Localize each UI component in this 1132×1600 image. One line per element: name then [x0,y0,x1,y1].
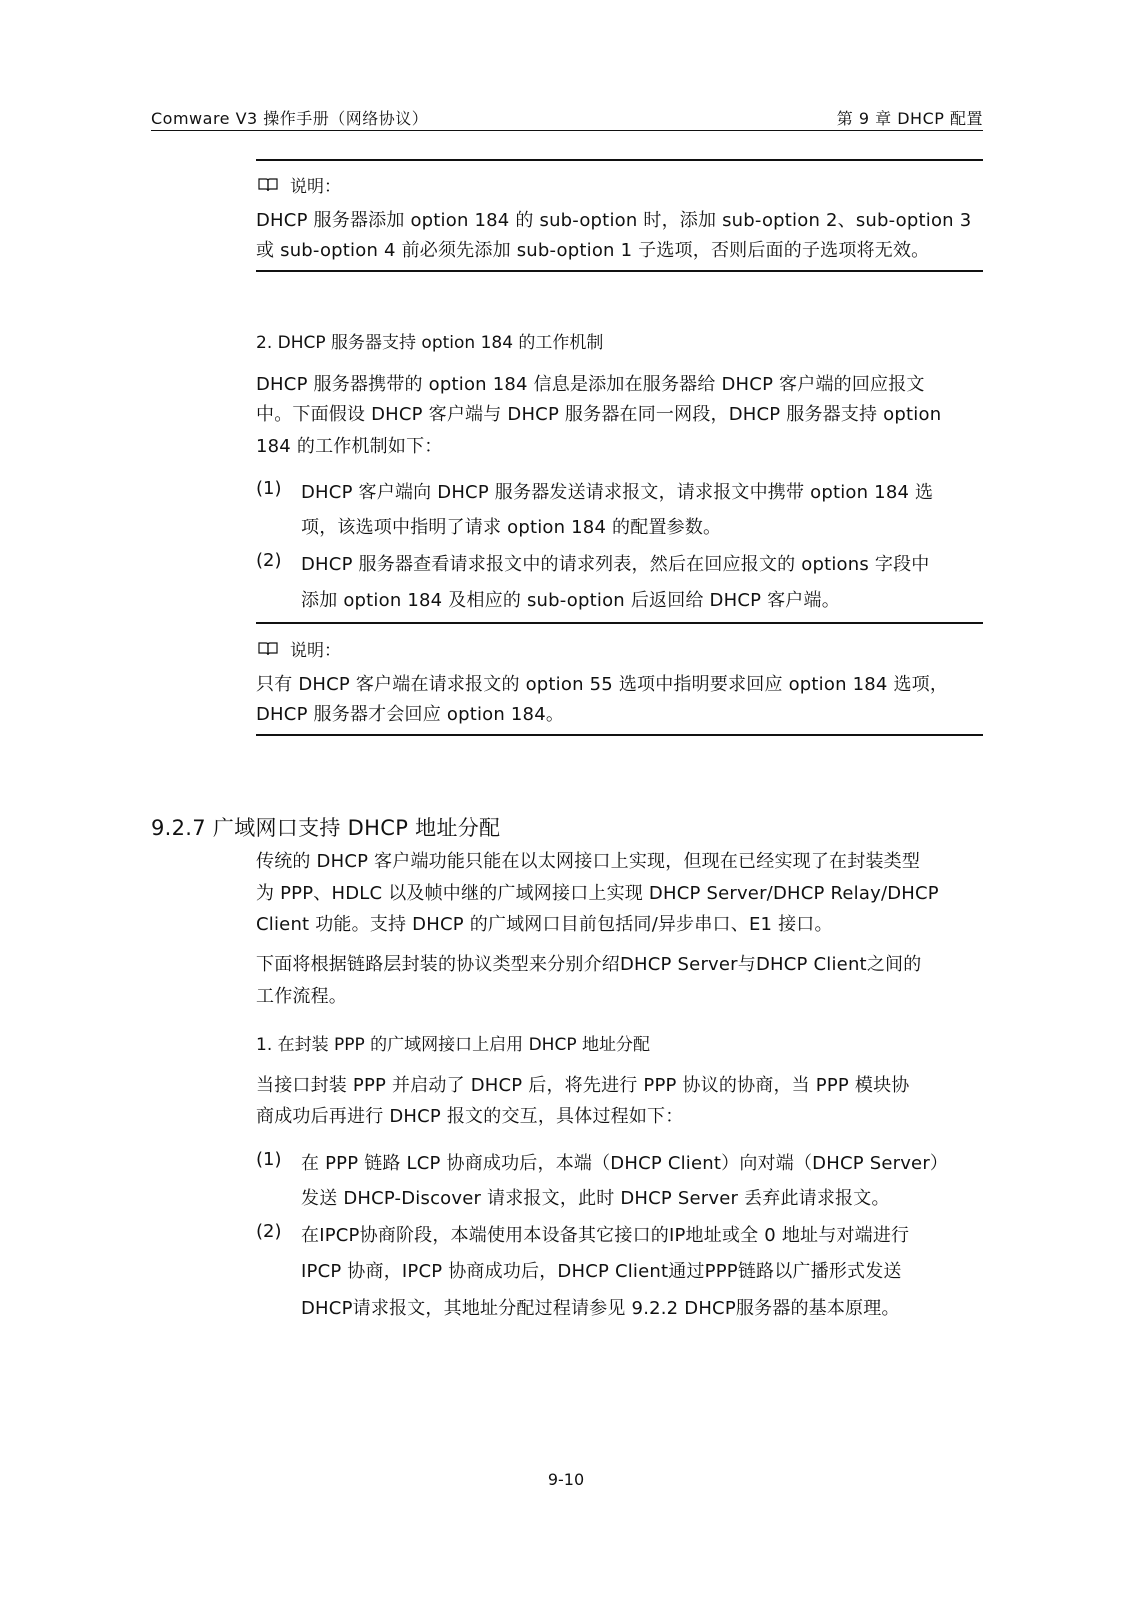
sub1-item-2-line-3: DHCP请求报文，其地址分配过程请参见 9.2.2 DHCP服务器的基本原理。 [301,1298,900,1319]
note1-title-label: 说明： [290,177,341,197]
page-header [151,106,983,130]
note2-title [258,636,341,661]
note2-top-rule [256,622,983,624]
sub2-item-2-line-1: DHCP 服务器查看请求报文中的请求列表，然后在回应报文的 options 字段中 [301,554,930,575]
sub2-para-line-1: DHCP 服务器携带的 option 184 信息是添加在服务器给 DHCP 客户端的回应报文 [256,374,925,395]
sub1-para-line-2: 商成功后再进行 DHCP 报文的交互，具体过程如下： [256,1106,684,1127]
header-chapter-title: 第 9 章 DHCP 配置 [836,109,983,128]
sub2-item-2-line-2: 添加 option 184 及相应的 sub-option 后返回给 DHCP 客户端。 [301,590,840,611]
sub2-para-line-3: 184 的工作机制如下： [256,436,443,457]
sub1-item-2-number: (2) [256,1221,282,1242]
section-para2-line-2: 工作流程。 [256,986,347,1007]
note1-title [258,172,341,197]
book-icon [258,178,278,192]
sub1-item-2-line-1: 在IPCP协商阶段，本端使用本设备其它接口的IP地址或全 0 地址与对端进行 [301,1225,910,1246]
header-manual-title: Comware V3 操作手册（网络协议） [151,109,429,128]
sub2-item-1-number: (1) [256,478,282,499]
sub2-item-1-line-2: 项，该选项中指明了请求 option 184 的配置参数。 [301,517,722,538]
section-para1-line-3: Client 功能。支持 DHCP 的广域网口目前包括同/异步串口、E1 接口。 [256,914,833,935]
sub1-para-line-1: 当接口封装 PPP 并启动了 DHCP 后，将先进行 PPP 协议的协商，当 PPP 模块协 [256,1075,910,1096]
note1-line-1: DHCP 服务器添加 option 184 的 sub-option 时，添加 sub-option 2、sub-option 3 [256,210,972,231]
note2-line-1: 只有 DHCP 客户端在请求报文的 option 55 选项中指明要求回应 option 184 选项， [256,674,949,695]
note1-top-rule [256,159,983,161]
subsection-1-heading: 1. 在封装 PPP 的广域网接口上启用 DHCP 地址分配 [256,1035,650,1055]
section-9-2-7-heading: 9.2.7 广域网口支持 DHCP 地址分配 [151,816,501,840]
note1-bottom-rule [256,270,983,272]
sub1-item-1-line-1: 在 PPP 链路 LCP 协商成功后，本端（DHCP Client）向对端（DHCP Server） [301,1153,949,1174]
sub2-item-2-number: (2) [256,550,282,571]
sub2-para-line-2: 中。下面假设 DHCP 客户端与 DHCP 服务器在同一网段，DHCP 服务器支持 option [256,404,942,425]
sub1-item-2-line-2: IPCP 协商，IPCP 协商成功后，DHCP Client通过PPP链路以广播形式发送 [301,1261,902,1282]
section-para1-line-2: 为 PPP、HDLC 以及帧中继的广域网接口上实现 DHCP Server/DHCP Relay/DHCP [256,883,939,904]
sub1-item-1-number: (1) [256,1149,282,1170]
section-para2-line-1: 下面将根据链路层封装的协议类型来分别介绍DHCP Server与DHCP Client之间的 [256,954,922,975]
note2-line-2: DHCP 服务器才会回应 option 184。 [256,704,565,725]
note1-line-2: 或 sub-option 4 前必须先添加 sub-option 1 子选项，否则后面的子选项将无效。 [256,240,930,261]
header-rule [151,130,983,131]
note2-title-label: 说明： [290,641,341,661]
sub2-item-1-line-1: DHCP 客户端向 DHCP 服务器发送请求报文，请求报文中携带 option 184 选 [301,482,934,503]
subsection-2-heading: 2. DHCP 服务器支持 option 184 的工作机制 [256,333,604,353]
section-para1-line-1: 传统的 DHCP 客户端功能只能在以太网接口上实现，但现在已经实现了在封装类型 [256,851,921,872]
book-icon [258,642,278,656]
note2-bottom-rule [256,734,983,736]
sub1-item-1-line-2: 发送 DHCP-Discover 请求报文，此时 DHCP Server 丢弃此请求报文。 [301,1188,890,1209]
page-number: 9-10 [547,1470,585,1489]
